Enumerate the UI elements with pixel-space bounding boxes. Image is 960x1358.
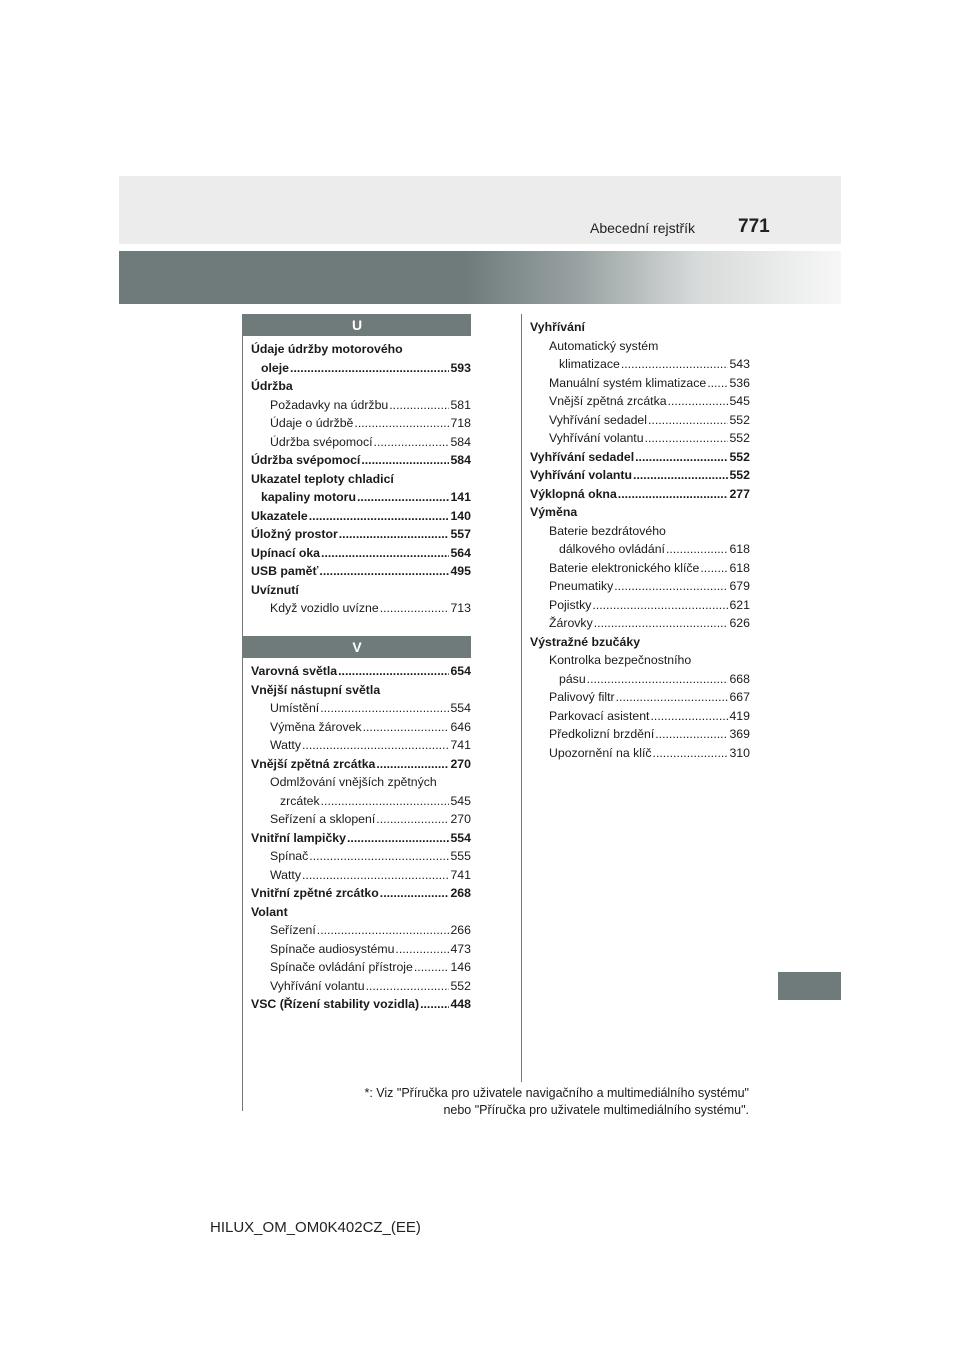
index-entry-page: 270 <box>450 812 471 826</box>
leader-dots <box>594 614 729 633</box>
index-entry <box>251 810 471 829</box>
index-entry-page: 626 <box>729 616 750 630</box>
document-id: HILUX_OM_OM0K402CZ_(EE) <box>210 1219 421 1236</box>
index-entry-text: Výstražné bzučáky <box>530 634 641 649</box>
index-entry-page: 667 <box>729 690 750 704</box>
index-entry-text: Požadavky na údržbu <box>270 397 389 412</box>
index-entry-page: 369 <box>729 727 750 741</box>
index-entry-text: Výklopná okna <box>530 486 617 501</box>
index-list-right <box>530 318 750 762</box>
leader-dots <box>621 355 729 374</box>
index-entry-text: Pneumatiky <box>549 579 614 593</box>
leader-dots <box>380 599 450 618</box>
index-entry <box>530 670 750 689</box>
index-entry-text: Volant <box>251 904 288 919</box>
index-entry-page: 473 <box>450 941 471 956</box>
index-entry-text: Vnitřní lampičky <box>251 830 346 845</box>
index-entry-text: Ukazatele <box>251 508 308 523</box>
index-entry <box>251 773 471 792</box>
index-entry-text: Výměna <box>530 505 578 519</box>
index-entry <box>251 507 471 526</box>
index-entry <box>251 884 471 903</box>
index-entry-page: 557 <box>450 527 471 541</box>
index-entry <box>251 451 471 470</box>
index-entry <box>251 829 471 848</box>
index-entry-page: 564 <box>450 545 471 560</box>
index-entry <box>530 503 750 522</box>
index-entry-text: Vnější zpětná zrcátka <box>549 394 667 408</box>
index-entry-page: 668 <box>729 671 750 686</box>
leader-dots <box>309 847 449 866</box>
header-gradient-band <box>119 251 841 304</box>
index-entry <box>251 581 471 600</box>
index-entry <box>530 355 750 374</box>
index-entry <box>251 718 471 737</box>
leader-dots <box>357 488 449 507</box>
index-entry-page: 141 <box>450 490 471 504</box>
index-entry <box>251 470 471 489</box>
index-entry-page: 536 <box>729 375 750 390</box>
leader-dots <box>666 540 728 559</box>
index-entry-page: 618 <box>729 542 750 556</box>
index-entry-text: Upínací oka <box>251 545 321 560</box>
leader-dots <box>645 429 729 448</box>
index-entry-text: pásu <box>559 671 586 686</box>
leader-dots <box>395 940 449 959</box>
index-entry <box>251 995 471 1014</box>
leader-dots <box>655 725 728 744</box>
index-entry <box>530 596 750 615</box>
leader-dots <box>648 411 728 430</box>
index-entry-page: 713 <box>450 601 471 615</box>
index-entry-page: 552 <box>729 449 750 464</box>
leader-dots <box>668 392 729 411</box>
index-entry-page: 618 <box>729 560 750 575</box>
index-entry-text: Palivový filtr <box>549 690 615 704</box>
section-header-u: U <box>243 314 471 336</box>
index-entry <box>530 448 750 467</box>
leader-dots <box>633 466 728 485</box>
index-entry-page: 741 <box>450 738 471 752</box>
index-entry <box>530 540 750 559</box>
index-entry-page: 266 <box>450 923 471 937</box>
leader-dots <box>592 596 728 615</box>
section-title: Abecední rejstřík <box>590 220 696 236</box>
leader-dots <box>707 374 728 393</box>
index-entry-text: Údaje o údržbě <box>270 416 354 430</box>
index-entry-text: Watty <box>270 738 301 752</box>
leader-dots <box>587 670 729 689</box>
leader-dots <box>650 707 728 726</box>
index-entry-text: Watty <box>270 867 301 882</box>
index-entry-text: Vnější zpětná zrcátka <box>251 756 376 771</box>
index-entry-text: Automatický systém <box>549 338 659 353</box>
index-entry-page: 552 <box>729 468 750 482</box>
index-entry-text: Spínače audiosystému <box>270 941 395 956</box>
index-entry-page: 419 <box>729 708 750 723</box>
index-entry-text: Parkovací asistent <box>549 708 650 723</box>
index-entry <box>530 744 750 763</box>
index-entry-page: 646 <box>450 719 471 734</box>
index-entry <box>530 485 750 504</box>
index-entry <box>251 377 471 396</box>
leader-dots <box>302 866 449 885</box>
index-entry <box>251 977 471 996</box>
index-entry-page: 545 <box>729 394 750 408</box>
page-number: 771 <box>738 216 770 237</box>
index-entry-text: Vnější nástupní světla <box>251 682 381 697</box>
leader-dots <box>618 485 729 504</box>
index-entry-page: 581 <box>450 397 471 412</box>
index-entry <box>530 337 750 356</box>
index-entry-page: 310 <box>729 745 750 760</box>
index-entry-text: dálkového ovládání <box>559 542 665 556</box>
index-entry <box>251 921 471 940</box>
index-entry-text: Spínač <box>270 849 309 863</box>
index-entry <box>530 614 750 633</box>
header-background <box>119 176 841 244</box>
leader-dots <box>363 718 450 737</box>
index-entry-text: Baterie bezdrátového <box>549 523 666 538</box>
index-entry-text: Seřízení a sklopení <box>270 812 376 826</box>
index-entry-page: 621 <box>729 597 750 612</box>
index-entry-text: Baterie elektronického klíče <box>549 560 700 575</box>
index-entry-text: kapaliny motoru <box>261 490 356 504</box>
index-entry <box>530 411 750 430</box>
index-entry-text: oleje <box>261 360 290 375</box>
index-entry <box>251 340 471 359</box>
index-entry-page: 554 <box>450 830 471 845</box>
index-entry-page: 545 <box>450 793 471 808</box>
index-entry <box>251 903 471 922</box>
index-entry-text: Upozornění na klíč <box>549 745 652 760</box>
footnote <box>364 1085 749 1119</box>
leader-dots <box>366 977 450 996</box>
index-entry <box>530 577 750 596</box>
leader-dots <box>616 688 729 707</box>
index-entry <box>530 707 750 726</box>
index-entry-page: 584 <box>450 434 471 449</box>
footnote-line-1: *: Viz "Příručka pro uživatele navigačního a multimediálního systému" <box>364 1086 749 1100</box>
leader-dots <box>321 792 450 811</box>
index-entry-text: Údržba svépomocí <box>251 453 361 467</box>
index-entry-page: 146 <box>450 960 471 974</box>
leader-dots <box>361 451 449 470</box>
leader-dots <box>317 921 450 940</box>
leader-dots <box>354 414 449 433</box>
index-entry <box>530 318 750 337</box>
index-entry-page: 741 <box>450 867 471 882</box>
index-entry <box>251 866 471 885</box>
index-entry-page: 718 <box>450 416 471 430</box>
index-entry-page: 270 <box>450 756 471 771</box>
index-entry-page: 140 <box>450 508 471 523</box>
footnote-line-2: nebo "Příručka pro uživatele multimediálního systému". <box>443 1103 749 1117</box>
index-entry <box>530 429 750 448</box>
index-entry-text: Předkolizní brzdění <box>549 727 655 741</box>
index-entry-text: Pojistky <box>549 597 592 612</box>
leader-dots <box>374 433 450 452</box>
index-entry <box>530 725 750 744</box>
index-entry-text: zrcátek <box>280 793 320 808</box>
index-entry <box>530 466 750 485</box>
index-entry-text: Kontrolka bezpečnostního <box>549 653 692 667</box>
index-entry-text: Vyhřívání sedadel <box>549 412 647 427</box>
leader-dots <box>614 577 728 596</box>
index-entry <box>251 488 471 507</box>
middle-column-rule <box>521 314 522 1082</box>
index-entry <box>530 688 750 707</box>
index-entry <box>530 633 750 652</box>
index-entry <box>251 562 471 581</box>
index-entry-text: Vyhřívání volantu <box>530 468 633 482</box>
leader-dots <box>414 958 450 977</box>
index-entry-text: Vyhřívání volantu <box>549 431 644 445</box>
index-list-u <box>251 340 471 618</box>
leader-dots <box>653 744 729 763</box>
index-entry-text: Údržba svépomocí <box>270 434 373 449</box>
index-entry <box>251 847 471 866</box>
leader-dots <box>347 829 449 848</box>
leader-dots <box>338 662 449 681</box>
leader-dots <box>309 507 450 526</box>
leader-dots <box>635 448 728 467</box>
leader-dots <box>376 755 449 774</box>
index-entry-page: 593 <box>450 360 471 375</box>
index-entry-text: Vnitřní zpětné zrcátko <box>251 886 379 900</box>
index-entry <box>251 940 471 959</box>
index-entry-page: 555 <box>450 849 471 863</box>
leader-dots <box>380 884 450 903</box>
leader-dots <box>321 544 449 563</box>
index-entry <box>251 525 471 544</box>
index-entry <box>251 681 471 700</box>
index-entry <box>530 559 750 578</box>
index-entry-text: Seřízení <box>270 923 316 937</box>
index-entry-page: 552 <box>450 978 471 993</box>
index-entry-text: Výměna žárovek <box>270 719 362 734</box>
leader-dots <box>319 562 449 581</box>
index-entry <box>251 359 471 378</box>
index-entry-text: Když vozidlo uvízne <box>270 601 379 615</box>
index-entry-text: Žárovky <box>549 616 593 630</box>
chapter-tab <box>778 972 841 1000</box>
index-entry <box>251 662 471 681</box>
index-entry <box>530 374 750 393</box>
leader-dots <box>700 559 728 578</box>
index-entry <box>530 522 750 541</box>
index-entry <box>251 736 471 755</box>
index-entry-text: Vyhřívání <box>530 320 585 334</box>
section-header-v: V <box>243 636 471 658</box>
index-entry-text: Umístění <box>270 701 320 715</box>
index-entry-text: Spínače ovládání přístroje <box>270 960 413 974</box>
index-entry-page: 552 <box>729 412 750 427</box>
index-entry-text: VSC (Řízení stability vozidla) <box>251 997 420 1011</box>
index-entry <box>530 392 750 411</box>
index-entry-text: Odmlžování vnějších zpětných <box>270 775 437 789</box>
index-entry-text: Vyhřívání volantu <box>270 978 365 993</box>
index-entry <box>251 755 471 774</box>
leader-dots <box>302 736 449 755</box>
index-entry-text: Vyhřívání sedadel <box>530 449 635 464</box>
index-entry-page: 268 <box>450 886 471 900</box>
index-entry <box>251 958 471 977</box>
index-entry-text: Uvíznutí <box>251 582 299 597</box>
index-list-v <box>251 662 471 1014</box>
leader-dots <box>339 525 450 544</box>
leader-dots <box>389 396 449 415</box>
index-entry-page: 552 <box>729 431 750 445</box>
index-entry-page: 654 <box>450 664 471 678</box>
index-entry <box>251 699 471 718</box>
index-entry-page: 554 <box>450 701 471 715</box>
leader-dots <box>420 995 449 1014</box>
index-entry-text: Úložný prostor <box>251 527 338 541</box>
index-entry-page: 448 <box>450 997 471 1011</box>
index-entry <box>251 414 471 433</box>
index-entry-page: 679 <box>729 579 750 593</box>
index-entry-text: Varovná světla <box>251 664 338 678</box>
index-entry <box>251 433 471 452</box>
index-entry-text: Údržba <box>251 379 293 393</box>
index-entry <box>251 396 471 415</box>
index-entry-text: Údaje údržby motorového <box>251 342 403 356</box>
index-entry-page: 584 <box>450 453 471 467</box>
index-entry-text: Ukazatel teploty chladicí <box>251 471 394 486</box>
index-entry-text: USB paměť <box>251 564 319 578</box>
index-entry <box>251 544 471 563</box>
index-entry-page: 543 <box>729 357 750 371</box>
leader-dots <box>376 810 449 829</box>
index-entry-text: Manuální systém klimatizace <box>549 375 707 390</box>
index-entry <box>251 599 471 618</box>
index-entry-text: klimatizace <box>559 357 620 371</box>
left-column-rule <box>242 314 243 1111</box>
leader-dots <box>290 359 449 378</box>
index-entry-page: 495 <box>450 564 471 578</box>
leader-dots <box>320 699 449 718</box>
index-entry <box>530 651 750 670</box>
index-entry <box>251 792 471 811</box>
index-entry-page: 277 <box>729 486 750 501</box>
